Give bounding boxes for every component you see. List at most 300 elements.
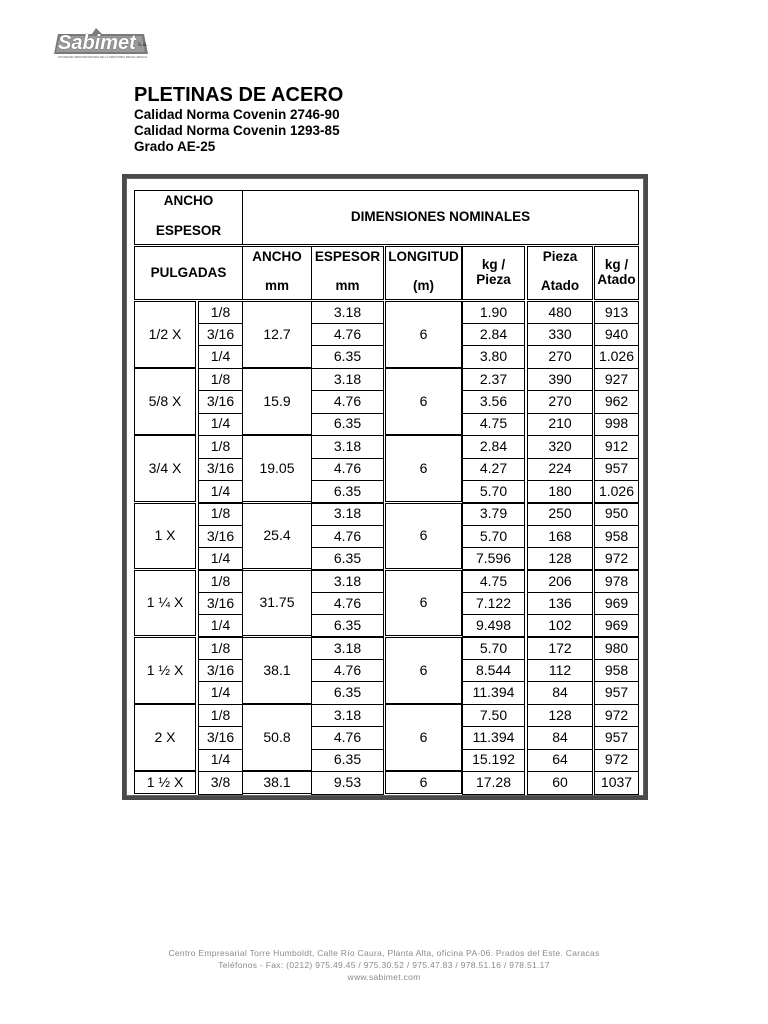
cell-width-mm: [242, 704, 312, 771]
cell-thick-in: [198, 345, 243, 368]
cell-thick-in-text: 1/8: [210, 572, 231, 589]
cell-thick-mm-text: 3.18: [333, 371, 362, 388]
cell-width-in-text: 1 ¼ X: [146, 594, 184, 611]
cell-kg-atado-text: 972: [604, 707, 629, 724]
cell-kg-pieza: [462, 637, 525, 660]
cell-thick-mm-text: 6.35: [333, 482, 362, 499]
subtitle-norma-2: Calidad Norma Covenin 1293-85: [134, 123, 340, 138]
header-col-pieza-atado: [527, 246, 593, 300]
cell-pieza-atado: [527, 704, 593, 727]
cell-thick-mm: [311, 570, 384, 593]
cell-kg-atado: [594, 390, 639, 413]
cell-thick-in: [198, 390, 243, 413]
cell-thick-mm-text: 3.18: [333, 707, 362, 724]
cell-pieza-atado-text: 128: [548, 549, 572, 566]
cell-kg-atado-text: 957: [604, 460, 629, 477]
cell-thick-in-text: 3/16: [206, 460, 235, 477]
cell-width-mm-text: 12.7: [263, 325, 291, 342]
cell-kg-pieza: [462, 458, 525, 481]
cell-thick-mm-text: 4.76: [333, 460, 362, 477]
cell-length: [385, 435, 462, 502]
cell-kg-pieza: [462, 771, 525, 794]
cell-thick-in: [198, 659, 243, 682]
header-col-espesor-label: ESPESOR: [314, 249, 381, 264]
cell-width-in-text: 1 ½ X: [146, 773, 184, 790]
cell-thick-in-text: 1/4: [210, 482, 231, 499]
cell-thick-in-text: 1/8: [210, 707, 231, 724]
cell-kg-pieza: [462, 659, 525, 682]
cell-pieza-atado-text: 84: [552, 729, 568, 746]
cell-pieza-atado: [527, 614, 593, 637]
cell-kg-atado: [594, 413, 639, 436]
cell-thick-in: [198, 323, 243, 346]
cell-kg-pieza: [462, 390, 525, 413]
subtitle-norma-1: Calidad Norma Covenin 2746-90: [134, 107, 340, 122]
cell-thick-in-text: 1/4: [210, 415, 231, 432]
cell-length-text: 6: [419, 728, 428, 745]
cell-kg-atado: [594, 726, 639, 749]
cell-thick-in-text: 3/16: [206, 527, 235, 544]
cell-thick-mm: [311, 390, 384, 413]
cell-width-mm: [242, 570, 312, 637]
cell-thick-in: [198, 637, 243, 660]
cell-width-mm: [242, 368, 312, 435]
cell-kg-atado: [594, 704, 639, 727]
cell-pieza-atado: [527, 345, 593, 368]
cell-thick-mm-text: 6.35: [333, 348, 362, 365]
cell-kg-atado-text: 972: [604, 751, 629, 768]
cell-kg-pieza: [462, 503, 525, 526]
cell-pieza-atado-text: 180: [548, 482, 572, 499]
cell-pieza-atado: [527, 480, 593, 503]
cell-length-text: 6: [419, 325, 428, 342]
cell-thick-in: [198, 771, 243, 794]
cell-width-in-text: 1 ½ X: [146, 661, 184, 678]
cell-kg-pieza: [462, 726, 525, 749]
cell-kg-pieza-text: 4.75: [479, 572, 508, 589]
cell-kg-pieza: [462, 301, 525, 324]
cell-kg-pieza-text: 5.70: [479, 482, 508, 499]
cell-thick-in-text: 1/8: [210, 438, 231, 455]
cell-kg-atado-text: 980: [604, 639, 629, 656]
header-col-ancho-unit: mm: [264, 278, 289, 294]
cell-kg-pieza-text: 9.498: [475, 617, 512, 634]
cell-kg-pieza-text: 2.37: [479, 371, 508, 388]
cell-kg-pieza-text: 11.394: [472, 684, 515, 701]
cell-width-mm-text: 31.75: [259, 594, 295, 611]
cell-thick-mm: [311, 749, 384, 772]
cell-width-in-text: 1/2 X: [148, 325, 182, 342]
cell-kg-atado: [594, 435, 639, 458]
cell-thick-mm: [311, 681, 384, 704]
cell-kg-atado-text: 972: [604, 549, 629, 566]
header-col-longitud-unit: (m): [413, 278, 434, 294]
cell-kg-atado-text: 957: [604, 684, 629, 701]
cell-kg-atado: [594, 301, 639, 324]
cell-width-in: [134, 637, 196, 704]
cell-thick-mm: [311, 659, 384, 682]
cell-pieza-atado: [527, 637, 593, 660]
cell-length-text: 6: [419, 392, 428, 409]
table-frame: [122, 174, 648, 800]
cell-kg-atado-text: 940: [604, 326, 629, 343]
cell-thick-mm: [311, 547, 384, 570]
header-pulgadas: [134, 246, 243, 300]
cell-pieza-atado: [527, 592, 593, 615]
cell-kg-atado: [594, 570, 639, 593]
cell-width-in: [134, 368, 196, 435]
cell-kg-atado-text: 950: [604, 505, 629, 522]
cell-thick-in: [198, 480, 243, 503]
cell-thick-mm-text: 3.18: [333, 438, 362, 455]
cell-pieza-atado: [527, 749, 593, 772]
cell-length-text: 6: [419, 459, 428, 476]
cell-thick-mm-text: 6.35: [333, 549, 362, 566]
cell-pieza-atado-text: 330: [548, 326, 572, 343]
cell-pieza-atado: [527, 301, 593, 324]
cell-pieza-atado-text: 60: [552, 774, 568, 791]
cell-thick-in: [198, 301, 243, 324]
cell-thick-mm-text: 3.18: [333, 303, 362, 320]
cell-thick-in: [198, 681, 243, 704]
cell-width-in-text: 3/4 X: [148, 459, 182, 476]
specs-table: [126, 178, 644, 796]
cell-thick-mm: [311, 345, 384, 368]
cell-kg-pieza-text: 3.56: [479, 393, 508, 410]
cell-kg-pieza-text: 2.84: [479, 438, 508, 455]
cell-thick-mm-text: 3.18: [333, 505, 362, 522]
header-col-longitud: [385, 246, 462, 300]
cell-kg-atado: [594, 525, 639, 548]
cell-pieza-atado: [527, 726, 593, 749]
cell-pieza-atado-text: 136: [548, 594, 572, 611]
cell-length: [385, 368, 462, 435]
cell-width-in: [134, 704, 196, 771]
cell-pieza-atado-text: 210: [548, 415, 572, 432]
cell-pieza-atado: [527, 547, 593, 570]
cell-pieza-atado: [527, 771, 593, 794]
cell-kg-atado: [594, 771, 639, 794]
cell-thick-in-text: 3/16: [206, 594, 235, 611]
cell-length-text: 6: [419, 773, 428, 790]
cell-thick-mm-text: 4.76: [333, 729, 362, 746]
cell-kg-pieza-text: 17.28: [475, 774, 512, 791]
cell-thick-in-text: 3/16: [206, 729, 235, 746]
cell-thick-in-text: 3/16: [206, 662, 235, 679]
logo-tagline: SOCIEDAD ABASTECEDORA DE LA INDUSTRIA METALURGICA: [58, 55, 148, 59]
cell-kg-atado-text: 958: [604, 527, 629, 544]
cell-width-mm: [242, 637, 312, 704]
cell-thick-in: [198, 592, 243, 615]
logo-suffix: s.a.: [138, 42, 148, 48]
cell-kg-pieza: [462, 345, 525, 368]
cell-kg-pieza: [462, 368, 525, 391]
cell-thick-in-text: 1/8: [210, 505, 231, 522]
cell-width-mm-text: 38.1: [263, 661, 291, 678]
cell-kg-atado-text: 962: [604, 393, 629, 410]
header-ancho-label: ANCHO: [163, 193, 214, 208]
cell-length-text: 6: [419, 594, 428, 611]
cell-kg-pieza-text: 7.50: [479, 707, 508, 724]
cell-pieza-atado: [527, 458, 593, 481]
company-logo: [52, 24, 152, 62]
cell-kg-pieza-text: 2.84: [479, 326, 508, 343]
cell-thick-mm-text: 6.35: [333, 751, 362, 768]
cell-pieza-atado: [527, 390, 593, 413]
header-col-ancho: [242, 246, 312, 300]
cell-kg-atado: [594, 458, 639, 481]
cell-width-mm: [242, 301, 312, 368]
cell-thick-mm-text: 3.18: [333, 572, 362, 589]
cell-thick-in: [198, 525, 243, 548]
cell-pieza-atado: [527, 570, 593, 593]
cell-width-mm: [242, 435, 312, 502]
cell-thick-mm: [311, 637, 384, 660]
cell-pieza-atado: [527, 659, 593, 682]
cell-thick-in: [198, 726, 243, 749]
cell-thick-in-text: 1/8: [210, 371, 231, 388]
cell-thick-mm-text: 4.76: [333, 527, 362, 544]
cell-pieza-atado: [527, 525, 593, 548]
header-col-ancho-label: ANCHO: [252, 249, 302, 264]
cell-kg-pieza-text: 7.122: [475, 594, 512, 611]
cell-thick-mm: [311, 480, 384, 503]
header-col-pieza-atado-line1: Pieza: [542, 249, 578, 264]
cell-kg-atado-text: 958: [604, 662, 629, 679]
cell-thick-mm-text: 3.18: [333, 639, 362, 656]
header-col-kg-atado-line2: Atado: [597, 272, 636, 287]
cell-width-in: [134, 301, 196, 368]
header-dimensiones-label: DIMENSIONES NOMINALES: [350, 209, 531, 225]
cell-thick-mm-text: 4.76: [333, 662, 362, 679]
cell-thick-in-text: 3/16: [206, 326, 235, 343]
cell-kg-pieza: [462, 681, 525, 704]
cell-width-mm: [242, 771, 312, 793]
cell-pieza-atado-text: 390: [548, 371, 572, 388]
cell-thick-in: [198, 704, 243, 727]
header-col-espesor: [311, 246, 384, 300]
cell-thick-mm: [311, 726, 384, 749]
cell-width-in: [134, 570, 196, 637]
cell-thick-in: [198, 503, 243, 526]
cell-pieza-atado-text: 224: [548, 460, 572, 477]
footer-phones: Teléfonos - Fax: (0212) 975.49.45 / 975.30.52 / 975.47.83 / 978.51.16 / 978.51.17: [218, 960, 550, 970]
cell-length-text: 6: [419, 661, 428, 678]
cell-thick-in: [198, 614, 243, 637]
cell-width-in-text: 5/8 X: [148, 392, 182, 409]
cell-kg-pieza-text: 3.79: [479, 505, 508, 522]
cell-kg-atado-text: 969: [604, 617, 629, 634]
cell-pieza-atado-text: 112: [548, 662, 572, 679]
header-espesor-label: ESPESOR: [155, 223, 222, 239]
cell-kg-atado-text: 1037: [600, 774, 633, 791]
cell-pieza-atado: [527, 323, 593, 346]
cell-thick-in-text: 1/4: [210, 549, 231, 566]
cell-kg-atado-text: 927: [604, 371, 629, 388]
cell-thick-in: [198, 458, 243, 481]
logo-wordmark: Sabimet: [58, 32, 136, 54]
cell-pieza-atado-text: 250: [548, 505, 572, 522]
header-pulgadas-label: PULGADAS: [150, 264, 227, 280]
cell-kg-atado: [594, 659, 639, 682]
cell-kg-pieza: [462, 614, 525, 637]
cell-kg-atado: [594, 637, 639, 660]
header-col-pieza-atado-line2: Atado: [540, 278, 580, 294]
cell-kg-atado-text: 1.026: [598, 482, 635, 499]
cell-width-in: [134, 435, 196, 502]
cell-thick-mm-text: 9.53: [333, 774, 362, 791]
cell-kg-atado-text: 913: [604, 303, 629, 320]
header-col-kg-pieza: [462, 246, 525, 300]
page-title: PLETINAS DE ACERO: [134, 84, 344, 106]
cell-pieza-atado-text: 172: [548, 639, 572, 656]
footer-address: Centro Empresarial Torre Humboldt, Calle Río Caura, Planta Alta, oficina PA-06. Prados del Este. Caracas: [168, 948, 600, 958]
cell-kg-pieza: [462, 547, 525, 570]
cell-thick-in-text: 1/4: [210, 751, 231, 768]
cell-kg-atado: [594, 749, 639, 772]
cell-kg-atado-text: 998: [604, 415, 629, 432]
cell-thick-in-text: 3/16: [206, 393, 235, 410]
cell-thick-mm: [311, 614, 384, 637]
header-col-kg-atado-line1: kg /: [604, 257, 629, 273]
cell-thick-mm-text: 4.76: [333, 393, 362, 410]
cell-thick-in: [198, 368, 243, 391]
cell-thick-in-text: 1/4: [210, 348, 231, 365]
cell-width-mm-text: 25.4: [263, 527, 291, 544]
cell-thick-in-text: 3/8: [210, 774, 231, 791]
cell-length: [385, 301, 462, 368]
cell-kg-atado: [594, 614, 639, 637]
cell-kg-pieza: [462, 323, 525, 346]
cell-width-mm: [242, 503, 312, 570]
cell-width-mm-text: 38.1: [263, 773, 291, 790]
subtitle-grado: Grado AE-25: [134, 139, 216, 154]
cell-thick-mm: [311, 413, 384, 436]
cell-pieza-atado-text: 480: [548, 303, 572, 320]
cell-thick-in-text: 1/8: [210, 639, 231, 656]
cell-length: [385, 570, 462, 637]
header-ancho-espesor: [134, 190, 243, 245]
cell-thick-mm: [311, 368, 384, 391]
cell-thick-mm: [311, 435, 384, 458]
cell-kg-atado: [594, 547, 639, 570]
cell-width-in-text: 1 X: [154, 527, 176, 544]
cell-kg-pieza-text: 4.27: [479, 460, 508, 477]
cell-kg-pieza: [462, 435, 525, 458]
cell-kg-pieza-text: 4.75: [479, 415, 508, 432]
cell-thick-in: [198, 570, 243, 593]
cell-pieza-atado-text: 84: [552, 684, 568, 701]
cell-kg-pieza-text: 15.192: [472, 751, 515, 768]
cell-kg-pieza-text: 11.394: [472, 729, 515, 746]
cell-thick-in: [198, 749, 243, 772]
cell-thick-in-text: 1/4: [210, 684, 231, 701]
cell-kg-pieza-text: 8.544: [475, 662, 512, 679]
cell-length-text: 6: [419, 527, 428, 544]
cell-length: [385, 503, 462, 570]
cell-kg-atado: [594, 345, 639, 368]
cell-kg-atado: [594, 480, 639, 503]
cell-pieza-atado: [527, 368, 593, 391]
cell-kg-pieza-text: 3.80: [479, 348, 508, 365]
header-col-espesor-unit: mm: [335, 278, 360, 294]
cell-pieza-atado-text: 206: [548, 572, 572, 589]
cell-kg-pieza: [462, 413, 525, 436]
cell-kg-pieza: [462, 749, 525, 772]
cell-thick-mm: [311, 771, 384, 794]
cell-thick-mm: [311, 503, 384, 526]
cell-kg-pieza: [462, 525, 525, 548]
cell-pieza-atado-text: 128: [548, 707, 572, 724]
cell-thick-mm: [311, 301, 384, 324]
cell-kg-atado: [594, 503, 639, 526]
cell-pieza-atado: [527, 413, 593, 436]
cell-thick-mm-text: 6.35: [333, 617, 362, 634]
cell-thick-mm: [311, 323, 384, 346]
cell-width-in: [134, 503, 196, 570]
cell-kg-pieza: [462, 570, 525, 593]
header-col-longitud-label: LONGITUD: [388, 249, 459, 264]
cell-kg-pieza-text: 5.70: [479, 527, 508, 544]
cell-kg-atado: [594, 323, 639, 346]
footer-website[interactable]: www.sabimet.com: [347, 972, 421, 982]
cell-pieza-atado-text: 320: [548, 438, 572, 455]
cell-thick-mm-text: 6.35: [333, 684, 362, 701]
cell-kg-pieza-text: 7.596: [475, 549, 512, 566]
cell-kg-pieza: [462, 592, 525, 615]
cell-length: [385, 637, 462, 704]
cell-kg-pieza: [462, 704, 525, 727]
cell-thick-mm-text: 4.76: [333, 326, 362, 343]
cell-kg-atado: [594, 681, 639, 704]
cell-pieza-atado-text: 168: [548, 527, 572, 544]
cell-kg-atado-text: 957: [604, 729, 629, 746]
cell-thick-mm: [311, 704, 384, 727]
cell-kg-atado-text: 969: [604, 594, 629, 611]
cell-pieza-atado: [527, 503, 593, 526]
cell-length: [385, 771, 462, 793]
cell-width-in: [134, 771, 196, 793]
cell-width-mm-text: 50.8: [263, 728, 291, 745]
cell-kg-pieza-text: 5.70: [479, 639, 508, 656]
cell-kg-atado: [594, 368, 639, 391]
header-col-kg-pieza-line2: Pieza: [476, 272, 511, 287]
cell-pieza-atado: [527, 681, 593, 704]
cell-pieza-atado-text: 102: [548, 617, 572, 634]
cell-kg-pieza: [462, 480, 525, 503]
header-col-kg-pieza-line1: kg /: [481, 257, 506, 273]
cell-kg-atado: [594, 592, 639, 615]
cell-kg-atado-text: 978: [604, 572, 629, 589]
cell-width-mm-text: 19.05: [259, 459, 295, 476]
cell-thick-mm-text: 6.35: [333, 415, 362, 432]
cell-thick-mm: [311, 592, 384, 615]
header-dimensiones: [242, 190, 639, 245]
cell-thick-in-text: 1/4: [210, 617, 231, 634]
header-col-kg-atado: [594, 246, 639, 300]
cell-thick-mm: [311, 458, 384, 481]
cell-width-mm-text: 15.9: [263, 392, 291, 409]
cell-kg-atado-text: 1.026: [598, 348, 635, 365]
cell-thick-in: [198, 435, 243, 458]
cell-thick-in: [198, 547, 243, 570]
cell-thick-mm-text: 4.76: [333, 594, 362, 611]
cell-thick-in-text: 1/8: [210, 303, 231, 320]
cell-thick-in: [198, 413, 243, 436]
cell-pieza-atado: [527, 435, 593, 458]
cell-pieza-atado-text: 270: [548, 348, 572, 365]
cell-kg-atado-text: 912: [604, 438, 629, 455]
